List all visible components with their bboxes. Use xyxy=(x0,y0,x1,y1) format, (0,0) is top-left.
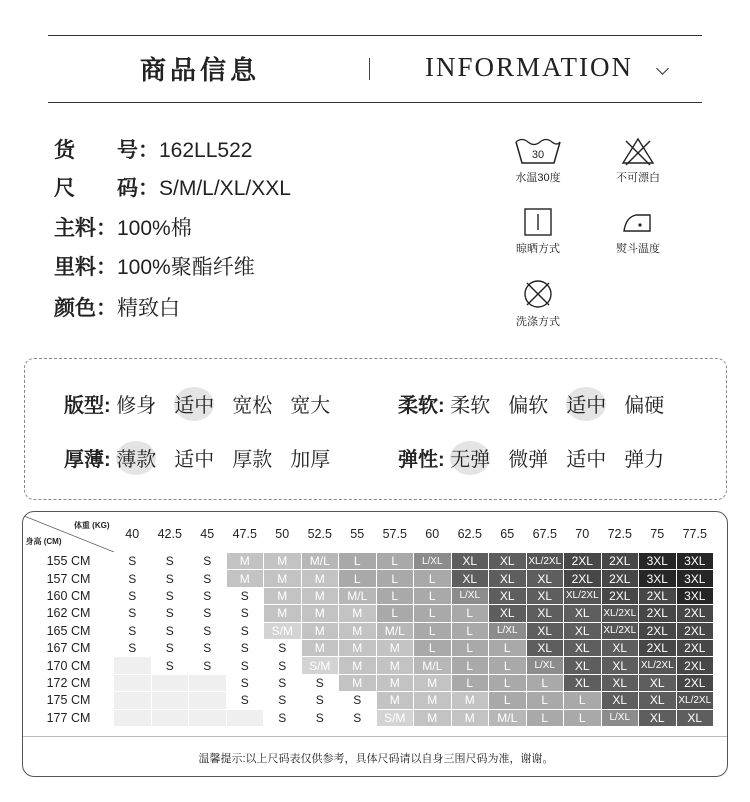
size-cell: M/L xyxy=(414,657,452,674)
size-cell: S xyxy=(189,622,227,639)
size-cell: XL/2XL xyxy=(601,622,639,639)
size-cell: XL xyxy=(601,674,639,691)
table-row xyxy=(24,709,714,726)
size-cell: 3XL xyxy=(676,553,714,570)
size-cell: XL xyxy=(676,709,714,726)
size-cell xyxy=(151,674,189,691)
attr-label: 弹性: xyxy=(398,449,445,471)
size-cell: L xyxy=(451,639,489,656)
size-cell: XL/2XL xyxy=(639,657,677,674)
info-value: 162LL522 xyxy=(159,139,253,162)
size-cell xyxy=(151,709,189,726)
chevron-down-icon[interactable] xyxy=(656,62,669,75)
table-row xyxy=(24,570,714,587)
size-cell: S xyxy=(151,639,189,656)
attr-fit xyxy=(64,389,348,418)
attr-option: 宽大 xyxy=(290,395,331,417)
size-chart-corner xyxy=(24,516,114,553)
size-cell: XL/2XL xyxy=(526,553,564,570)
height-row-label: 172 CM xyxy=(24,674,114,691)
size-cell: 3XL xyxy=(639,570,677,587)
weight-col-header: 52.5 xyxy=(307,527,332,541)
size-cell: S xyxy=(114,622,152,639)
line-dry-icon xyxy=(523,207,553,237)
height-row-label: 177 CM xyxy=(24,709,114,726)
height-row-label: 160 CM xyxy=(24,587,114,604)
size-cell: XL xyxy=(564,605,602,622)
header-title-cn: 商品信息 xyxy=(140,56,261,86)
attr-option: 偏硬 xyxy=(624,395,665,417)
size-cell: 2XL xyxy=(601,570,639,587)
size-cell: L xyxy=(564,692,602,709)
size-cell: S xyxy=(264,709,302,726)
attr-option: 厚款 xyxy=(232,449,273,471)
size-cell: L/XL xyxy=(414,553,452,570)
attr-option: 偏软 xyxy=(508,395,549,417)
size-cell: L xyxy=(414,570,452,587)
size-cell: 2XL xyxy=(676,639,714,656)
info-label: 颜色： xyxy=(54,297,117,320)
info-item-no xyxy=(54,134,252,164)
table-row xyxy=(24,657,714,674)
size-cell: 3XL xyxy=(676,570,714,587)
size-cell: XL xyxy=(601,639,639,656)
weight-col-header: 67.5 xyxy=(532,527,557,541)
size-cell xyxy=(114,692,152,709)
size-cell: 2XL xyxy=(639,639,677,656)
size-cell: M xyxy=(301,605,339,622)
info-label: 里料： xyxy=(54,256,117,279)
size-cell: S xyxy=(114,587,152,604)
care-iron xyxy=(598,207,678,256)
weight-col-header: 57.5 xyxy=(382,527,407,541)
size-chart-panel xyxy=(22,511,728,777)
size-chart-body xyxy=(24,553,714,727)
height-row-label: 162 CM xyxy=(24,605,114,622)
size-cell xyxy=(189,692,227,709)
size-cell: M xyxy=(301,570,339,587)
size-cell: 3XL xyxy=(676,587,714,604)
size-cell: XL xyxy=(564,674,602,691)
attr-softness xyxy=(398,389,682,418)
size-cell: S xyxy=(151,587,189,604)
size-cell: L xyxy=(339,570,377,587)
attr-label: 柔软: xyxy=(398,395,445,417)
size-cell xyxy=(189,674,227,691)
size-cell: M xyxy=(301,587,339,604)
size-cell: L xyxy=(526,709,564,726)
size-cell: S/M xyxy=(264,622,302,639)
size-cell: L xyxy=(526,674,564,691)
size-cell: 2XL xyxy=(676,622,714,639)
attr-option: 微弹 xyxy=(508,449,549,471)
size-chart-table xyxy=(23,516,714,727)
dry-clean-prohibited-icon xyxy=(522,278,554,310)
size-cell: L/XL xyxy=(526,657,564,674)
height-row-label: 175 CM xyxy=(24,692,114,709)
weight-col-header: 47.5 xyxy=(232,527,257,541)
size-cell: S xyxy=(226,605,264,622)
size-cell xyxy=(114,674,152,691)
weight-col-header: 50 xyxy=(275,527,290,541)
height-axis-label: 身高 (CM) xyxy=(25,537,62,546)
size-cell: XL xyxy=(489,570,527,587)
size-cell: S xyxy=(114,605,152,622)
size-cell: S xyxy=(189,587,227,604)
height-row-label: 165 CM xyxy=(24,622,114,639)
info-label: 主料： xyxy=(54,217,117,240)
size-cell: M xyxy=(226,570,264,587)
size-cell: M xyxy=(414,674,452,691)
size-cell: S xyxy=(226,639,264,656)
size-cell: XL xyxy=(601,692,639,709)
size-cell: L xyxy=(451,622,489,639)
size-cell: 2XL xyxy=(639,622,677,639)
care-no-bleach-caption: 不可漂白 xyxy=(616,172,660,184)
size-cell: XL xyxy=(526,622,564,639)
size-cell: M xyxy=(339,639,377,656)
size-cell: L xyxy=(339,553,377,570)
size-cell: S xyxy=(226,692,264,709)
table-row xyxy=(24,639,714,656)
size-cell: 2XL xyxy=(639,587,677,604)
wash-temp-label: 30 xyxy=(531,149,545,161)
size-cell: M xyxy=(264,570,302,587)
size-cell: S xyxy=(339,692,377,709)
info-value: 100%聚酯纤维 xyxy=(117,256,255,279)
size-cell: S xyxy=(339,709,377,726)
size-cell: XL xyxy=(526,587,564,604)
care-dry-caption: 晾晒方式 xyxy=(516,243,560,255)
header-bottom-rule xyxy=(48,102,702,103)
care-iron-caption: 熨斗温度 xyxy=(616,243,660,255)
size-cell: XL xyxy=(564,657,602,674)
size-cell: L/XL xyxy=(451,587,489,604)
info-label: 尺 码： xyxy=(54,177,159,200)
care-wash-caption: 水温30度 xyxy=(515,172,561,184)
size-cell: L xyxy=(414,605,452,622)
size-cell: 2XL xyxy=(676,657,714,674)
weight-col-header: 55 xyxy=(350,527,365,541)
size-cell: L xyxy=(414,587,452,604)
size-cell: 2XL xyxy=(676,674,714,691)
info-label: 货 号： xyxy=(54,139,159,162)
attr-option-selected: 适中 xyxy=(566,389,606,418)
size-cell: XL xyxy=(526,605,564,622)
size-cell: L xyxy=(489,674,527,691)
size-cell: XL xyxy=(489,553,527,570)
care-dry xyxy=(498,207,578,256)
size-cell: XL xyxy=(639,709,677,726)
size-cell: L xyxy=(451,605,489,622)
size-cell: M xyxy=(376,692,414,709)
size-cell: M xyxy=(376,657,414,674)
size-cell: M xyxy=(339,674,377,691)
size-cell: S xyxy=(189,639,227,656)
size-cell: M xyxy=(414,692,452,709)
attr-option-selected: 适中 xyxy=(174,389,214,418)
size-cell: L xyxy=(564,709,602,726)
weight-col-header: 40 xyxy=(125,527,140,541)
size-cell: M xyxy=(451,709,489,726)
height-row-label: 155 CM xyxy=(24,553,114,570)
attr-label: 厚薄: xyxy=(64,449,111,471)
attr-option: 弹力 xyxy=(624,449,665,471)
size-cell xyxy=(226,709,264,726)
size-cell: XL xyxy=(564,639,602,656)
size-cell: S xyxy=(151,622,189,639)
size-cell: S xyxy=(189,570,227,587)
size-cell: 2XL xyxy=(564,553,602,570)
size-cell: 2XL xyxy=(601,587,639,604)
size-cell: S/M xyxy=(376,709,414,726)
size-cell: S/M xyxy=(301,657,339,674)
care-clean xyxy=(498,278,578,329)
size-cell: XL xyxy=(451,553,489,570)
no-bleach-icon xyxy=(620,136,656,166)
weight-col-header: 42.5 xyxy=(157,527,182,541)
size-cell: XL/2XL xyxy=(601,605,639,622)
size-cell: S xyxy=(301,709,339,726)
size-cell xyxy=(151,692,189,709)
care-no-bleach xyxy=(598,136,678,185)
size-cell: L xyxy=(376,570,414,587)
size-cell: XL xyxy=(639,674,677,691)
size-cell: L xyxy=(376,587,414,604)
size-cell: M xyxy=(376,639,414,656)
size-cell: 2XL xyxy=(601,553,639,570)
size-cell xyxy=(114,709,152,726)
weight-col-header: 77.5 xyxy=(682,527,707,541)
table-row xyxy=(24,605,714,622)
size-cell: M/L xyxy=(301,553,339,570)
size-cell: XL xyxy=(639,692,677,709)
size-cell: S xyxy=(226,622,264,639)
size-cell: S xyxy=(151,553,189,570)
size-cell: S xyxy=(151,570,189,587)
table-row xyxy=(24,622,714,639)
attr-elasticity xyxy=(398,443,682,472)
attributes-panel xyxy=(24,358,727,500)
header-top-rule xyxy=(48,35,702,36)
size-cell: M/L xyxy=(376,622,414,639)
size-cell: M xyxy=(264,587,302,604)
care-wash xyxy=(498,136,578,185)
size-cell: L xyxy=(376,553,414,570)
info-value: 100%棉 xyxy=(117,217,192,240)
size-cell: S xyxy=(114,570,152,587)
weight-col-header: 60 xyxy=(425,527,440,541)
size-cell: L xyxy=(451,674,489,691)
size-cell: L xyxy=(489,639,527,656)
weight-col-header: 45 xyxy=(200,527,215,541)
size-cell: S xyxy=(189,605,227,622)
size-cell: S xyxy=(264,692,302,709)
attr-option: 加厚 xyxy=(290,449,331,471)
size-cell: L xyxy=(489,657,527,674)
size-cell: S xyxy=(114,639,152,656)
size-cell: XL xyxy=(489,587,527,604)
info-color xyxy=(54,292,180,322)
size-cell: L xyxy=(451,657,489,674)
attr-option: 适中 xyxy=(174,449,215,471)
size-cell: M xyxy=(339,657,377,674)
size-cell: M/L xyxy=(489,709,527,726)
size-cell: S xyxy=(301,692,339,709)
size-cell: 3XL xyxy=(639,553,677,570)
attr-label: 版型: xyxy=(64,395,111,417)
size-cell: 2XL xyxy=(564,570,602,587)
size-cell: M xyxy=(264,553,302,570)
size-chart-footer-rule xyxy=(23,736,728,737)
size-cell: XL/2XL xyxy=(676,692,714,709)
size-cell: M xyxy=(226,553,264,570)
size-cell: S xyxy=(264,639,302,656)
weight-col-header: 72.5 xyxy=(607,527,632,541)
size-cell: S xyxy=(114,553,152,570)
size-cell: M/L xyxy=(339,587,377,604)
weight-col-header: 65 xyxy=(500,527,515,541)
size-cell: S xyxy=(226,657,264,674)
height-row-label: 157 CM xyxy=(24,570,114,587)
size-cell: M xyxy=(339,622,377,639)
attr-option: 适中 xyxy=(566,449,607,471)
size-cell: XL xyxy=(564,622,602,639)
size-cell: M xyxy=(414,709,452,726)
size-cell: S xyxy=(264,657,302,674)
height-row-label: 167 CM xyxy=(24,639,114,656)
care-clean-caption: 洗涤方式 xyxy=(516,316,560,328)
size-cell: M xyxy=(451,692,489,709)
size-cell: M xyxy=(376,674,414,691)
weight-col-header: 62.5 xyxy=(457,527,482,541)
size-cell: S xyxy=(189,657,227,674)
header-title-en: INFORMATION xyxy=(425,52,634,82)
info-lining xyxy=(54,251,255,281)
info-main-material xyxy=(54,212,192,242)
size-cell: M xyxy=(339,605,377,622)
height-row-label: 170 CM xyxy=(24,657,114,674)
info-size xyxy=(54,172,291,202)
info-value: S/M/L/XL/XXL xyxy=(159,177,291,200)
weight-axis-label: 体重 (KG) xyxy=(73,521,110,530)
size-cell: M xyxy=(301,639,339,656)
attr-option-selected: 无弹 xyxy=(450,443,490,472)
size-cell: L xyxy=(526,692,564,709)
size-cell: S xyxy=(226,587,264,604)
size-cell xyxy=(189,709,227,726)
size-cell: XL xyxy=(451,570,489,587)
size-cell: XL xyxy=(526,639,564,656)
size-chart-note: 温馨提示:以上尺码表仅供参考，具体尺码请以自身三围尺码为准，谢谢。 xyxy=(198,753,554,765)
size-cell: S xyxy=(151,605,189,622)
size-cell: L/XL xyxy=(489,622,527,639)
size-cell: 2XL xyxy=(639,605,677,622)
attr-option-selected: 薄款 xyxy=(116,443,156,472)
table-row xyxy=(24,692,714,709)
wash-tub-icon xyxy=(513,136,563,166)
size-cell: M xyxy=(301,622,339,639)
size-cell: XL xyxy=(601,657,639,674)
attr-option: 柔软 xyxy=(450,395,491,417)
size-cell xyxy=(114,657,152,674)
size-chart-header-row xyxy=(24,516,714,553)
size-cell: XL/2XL xyxy=(564,587,602,604)
size-cell: L/XL xyxy=(601,709,639,726)
attr-option: 修身 xyxy=(116,395,157,417)
weight-col-header: 75 xyxy=(650,527,665,541)
size-cell: L xyxy=(489,692,527,709)
iron-icon xyxy=(620,207,656,237)
size-cell: 2XL xyxy=(676,605,714,622)
table-row xyxy=(24,674,714,691)
size-cell: L xyxy=(414,639,452,656)
table-row xyxy=(24,587,714,604)
size-cell: S xyxy=(226,674,264,691)
size-cell: L xyxy=(414,622,452,639)
size-cell: XL xyxy=(526,570,564,587)
size-cell: L xyxy=(376,605,414,622)
size-cell: S xyxy=(264,674,302,691)
size-cell: S xyxy=(151,657,189,674)
size-cell: M xyxy=(264,605,302,622)
table-row xyxy=(24,553,714,570)
attr-option: 宽松 xyxy=(232,395,273,417)
info-value: 精致白 xyxy=(117,297,180,320)
header-separator xyxy=(369,58,370,80)
size-cell: S xyxy=(301,674,339,691)
size-cell: S xyxy=(189,553,227,570)
size-cell: XL xyxy=(489,605,527,622)
attr-thickness xyxy=(64,443,348,472)
weight-col-header: 70 xyxy=(575,527,590,541)
